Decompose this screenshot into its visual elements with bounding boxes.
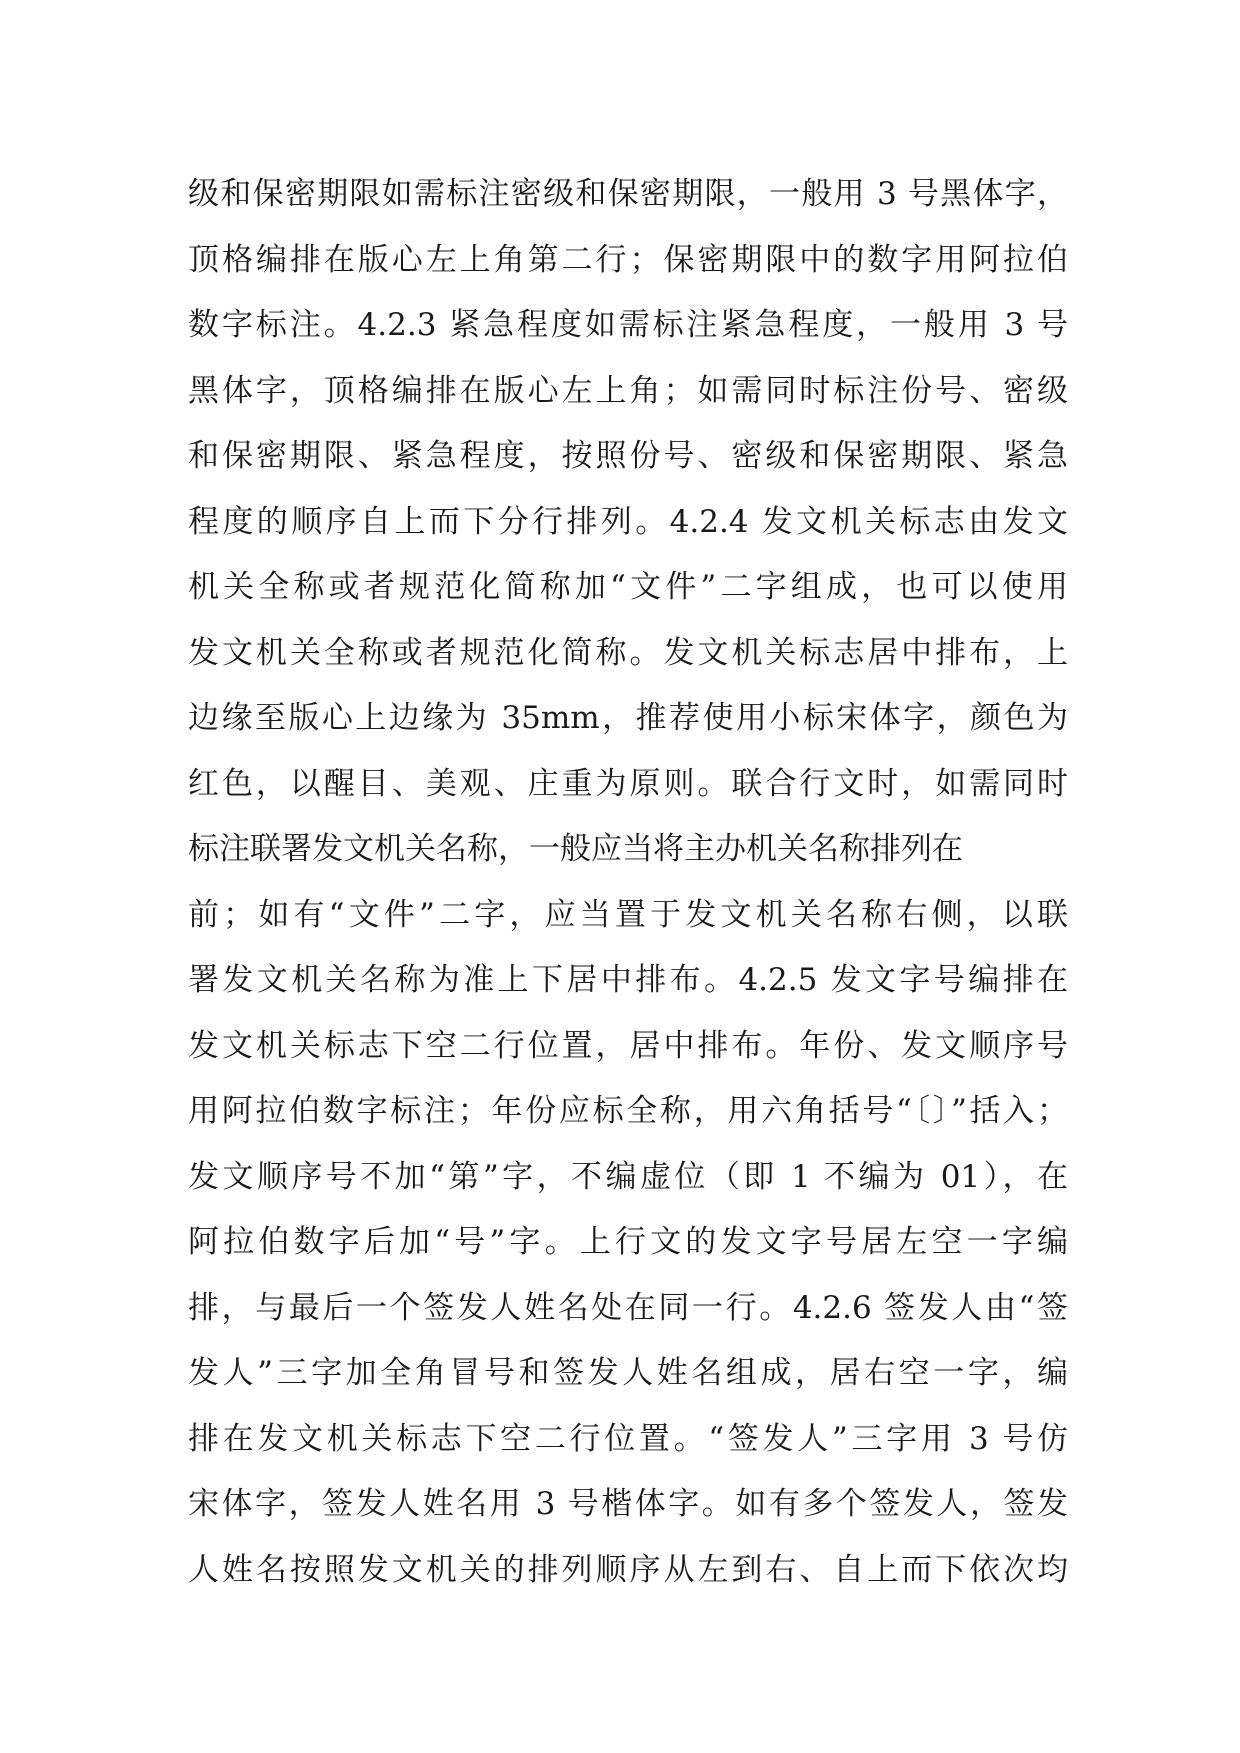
text-line: 红色，以醒目、美观、庄重为原则。联合行文时，如需同时 [188,765,1068,802]
text-line: 顶格编排在版心左上角第二行；保密期限中的数字用阿拉伯 [188,241,1068,278]
text-line: 和保密期限、紧急程度，按照份号、密级和保密期限、紧急 [188,438,1068,474]
text-line: 宋体字，签发人姓名用 3 号楷体字。如有多个签发人，签发 [188,1486,1068,1522]
text-line: 发文机关标志下空二行位置，居中排布。年份、发文顺序号 [188,1027,1068,1064]
text-line: 标注联署发文机关名称，一般应当将主办机关名称排列在 [188,831,963,867]
text-line: 发文顺序号不加“第”字，不编虚位（即 1 不编为 01），在 [188,1158,1068,1195]
text-line: 级和保密期限如需标注密级和保密期限，一般用 3 号黑体字， [188,176,1068,212]
text-line: 边缘至版心上边缘为 35mm，推荐使用小标宋体字，颜色为 [188,700,1068,736]
text-line: 人姓名按照发文机关的排列顺序从左到右、自上而下依次均 [188,1551,1068,1588]
text-line: 发人”三字加全角冒号和签发人姓名组成，居右空一字，编 [188,1355,1068,1391]
text-line: 机关全称或者规范化简称加“文件”二字组成，也可以使用 [188,569,1068,605]
text-line: 用阿拉伯数字标注；年份应标全称，用六角括号“〔〕”括入； [188,1093,1068,1129]
text-line: 排在发文机关标志下空二行位置。“签发人”三字用 3 号仿 [188,1420,1068,1457]
text-line: 程度的顺序自上而下分行排列。4.2.4 发文机关标志由发文 [188,503,1068,540]
text-line: 排，与最后一个签发人姓名处在同一行。4.2.6 签发人由“签 [188,1289,1068,1326]
body-paragraph [188,162,1068,1603]
text-line: 前；如有“文件”二字，应当置于发文机关名称右侧，以联 [188,896,1068,933]
text-line: 数字标注。4.2.3 紧急程度如需标注紧急程度，一般用 3 号 [188,307,1068,343]
text-line: 发文机关全称或者规范化简称。发文机关标志居中排布，上 [188,634,1068,671]
text-line: 署发文机关名称为准上下居中排布。4.2.5 发文字号编排在 [188,962,1068,998]
text-line: 黑体字，顶格编排在版心左上角；如需同时标注份号、密级 [188,372,1068,409]
text-line: 阿拉伯数字后加“号”字。上行文的发文字号居左空一字编 [188,1224,1068,1260]
